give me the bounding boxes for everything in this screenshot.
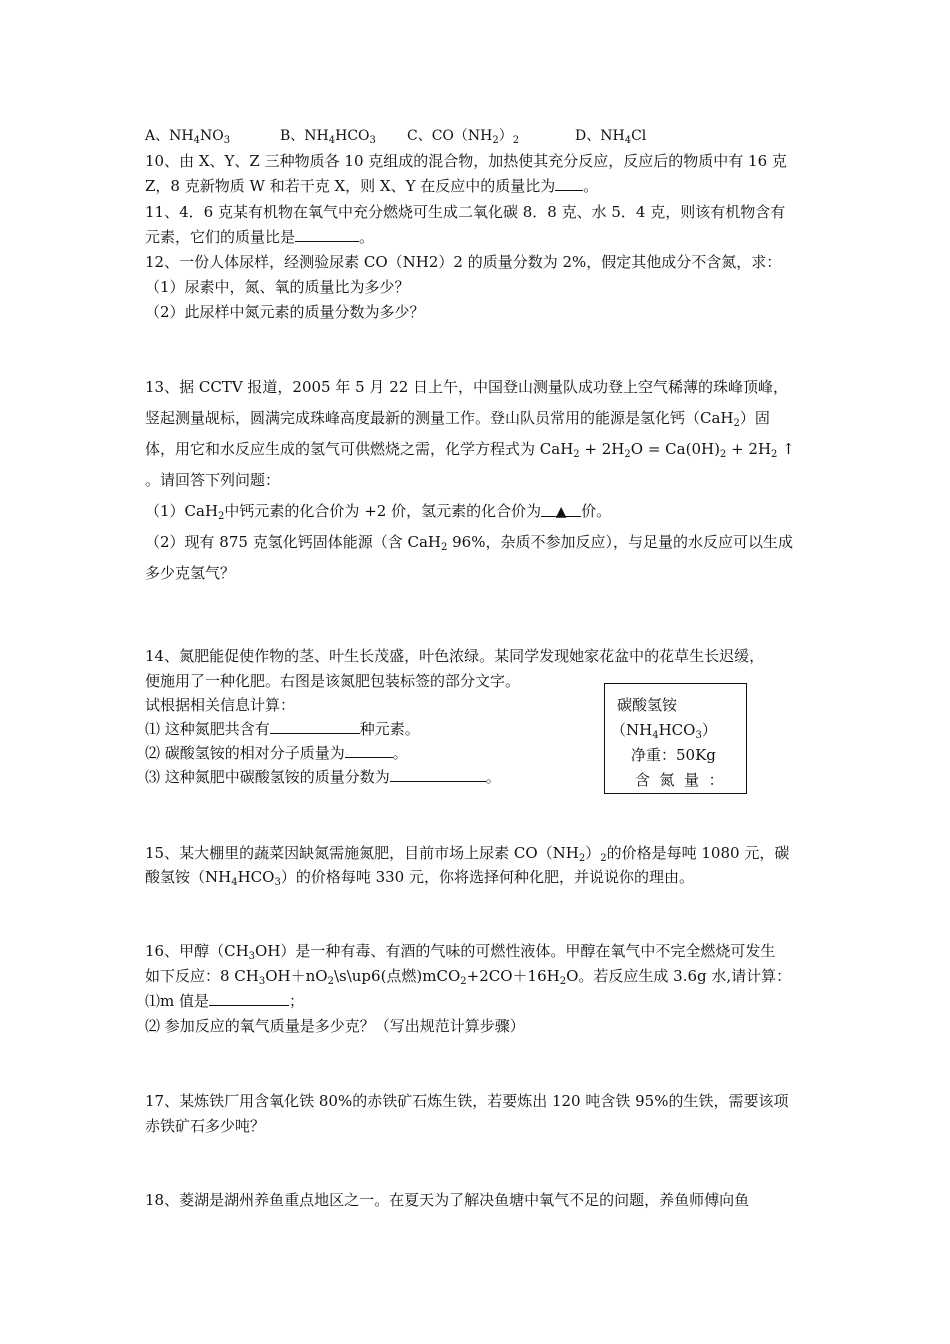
option-a: A、$NH_4NO_3$ [145, 128, 231, 146]
answer-options [145, 126, 647, 146]
q10-line-1: 10、由 X、Y、Z 三种物质各 10 克组成的混合物，加热使其充分反应，反应后的物质中有 16 克 [145, 152, 787, 170]
triangle-marker-icon: ▲ [555, 504, 567, 520]
q14-mass-fraction-blank[interactable] [390, 767, 486, 782]
label-product-name: 碳酸氢铵 [617, 696, 678, 714]
label-nitrogen-content: 含 氮 量 ： [635, 771, 724, 789]
q13-line-1: 13、据 CCTV 报道，2005 年 5 月 22 日上午，中国登山测量队成功登上空气稀薄的珠峰顶峰， [145, 378, 789, 396]
q14-line-3: 试根据相关信息计算： [145, 696, 296, 714]
q12-line-1: 12、一份人体尿样，经测验尿素 CO（NH2）2 的质量分数为 2%，假定其他成分不含氮，求： [145, 253, 782, 271]
option-c: C、$CO(NH_2)_2$ [407, 128, 520, 146]
q11-line-1: 11、4．6 克某有机物在氧气中充分燃烧可生成二氧化碳 8．8 克、水 5．4 克，则该有机物含有 [145, 203, 786, 221]
q17-line-2: 赤铁矿石多少吨？ [145, 1117, 266, 1135]
q12-sub-2: （2）此尿样中氮元素的质量分数为多少？ [145, 303, 425, 321]
q13-answer-blank[interactable] [541, 502, 581, 520]
q16-line-1: 16、甲醇$(CH_3OH)$是一种有毒、有酒的气味的可燃性液体。甲醇在氧气中不完全燃烧可发生 [145, 942, 776, 962]
label-net-weight: 净重：50Kg [631, 746, 716, 764]
q14-molar-mass-blank[interactable] [345, 743, 393, 758]
q14-line-2: 便施用了一种化肥。右图是该氮肥包装标签的部分文字。 [145, 672, 521, 690]
q13-sub-2: （2）现有 875 克氢化钙固体能源（含 CaH$_2$ 96%，杂质不参加反应），与足量的水反应可以生成 [145, 533, 793, 553]
q18-line-1: 18、菱湖是湖州养鱼重点地区之一。在夏天为了解决鱼塘中氧气不足的问题，养鱼师傅向鱼 [145, 1191, 750, 1209]
option-b: B、$NH_4HCO_3$ [280, 128, 376, 146]
q17-line-1: 17、某炼铁厂用含氧化铁 80%的赤铁矿石炼生铁，若要炼出 120 吨含铁 95%的生铁，需要该项 [145, 1092, 789, 1110]
q11-answer-blank[interactable] [295, 227, 359, 242]
fertilizer-label-box [604, 683, 747, 794]
q14-sub-1: ⑴ 这种氮肥共含有 种元素。 [145, 720, 420, 738]
q16-line-2-equation: 如下反应：8 $CH_3OH+nO_2\backslash s\backslash up6$(点燃)$mCO_2+2CO+16H_2O$。若反应生成 3.6g 水,请计算： [145, 967, 792, 987]
q14-element-count-blank[interactable] [270, 719, 360, 734]
q15-line-1: 15、某大棚里的蔬菜因缺氮需施氮肥，目前市场上尿素 $CO(NH_2)_2$的价格是每吨 1080 元，碳 [145, 844, 790, 864]
q11-line-2: 元素，它们的质量比是 。 [145, 228, 375, 246]
q13-sub-1: （1）CaH$_2$中钙元素的化合价为 +2 价，氢元素的化合价为 ▲ 价。 [145, 502, 612, 522]
q16-sub-1: ⑴m 值是 ； [145, 992, 305, 1010]
q14-line-1: 14、氮肥能促使作物的茎、叶生长茂盛，叶色浓绿。某同学发现她家花盆中的花草生长迟缓， [145, 647, 765, 665]
q15-line-2: 酸氢铵$(NH_4HCO_3)$的价格每吨 330 元，你将选择何种化肥，并说说你的理由。 [145, 868, 694, 888]
q14-sub-3: ⑶ 这种氮肥中碳酸氢铵的质量分数为 。 [145, 768, 501, 786]
q13-line-4: 。请回答下列问题： [145, 471, 281, 489]
q13-line-2: 竖起测量觇标，圆满完成珠峰高度最新的测量工作。登山队员常用的能源是氢化钙（CaH$_2$）固 [145, 409, 770, 429]
option-d: D、$NH_4Cl$ [575, 128, 647, 146]
q10-line-2: Z，8 克新物质 W 和若干克 X，则 X、Y 在反应中的质量比为 。 [145, 177, 599, 195]
q12-sub-1: （1）尿素中，氮、氧的质量比为多少？ [145, 278, 410, 296]
q10-answer-blank[interactable] [555, 176, 583, 191]
q16-m-value-blank[interactable] [209, 991, 289, 1006]
q13-line-3-equation: 体，用它和水反应生成的氢气可供燃烧之需，化学方程式为 $CaH_2 + 2H_2O = Ca(0H)_2 + 2H_2$ ↑ [145, 440, 795, 460]
label-formula: $(NH_4HCO_3)$ [611, 721, 717, 741]
q14-sub-2: ⑵ 碳酸氢铵的相对分子质量为 。 [145, 744, 408, 762]
q13-sub-2-line-2: 多少克氢气？ [145, 564, 236, 582]
q16-sub-2: ⑵ 参加反应的氧气质量是多少克？（写出规范计算步骤） [145, 1017, 525, 1035]
